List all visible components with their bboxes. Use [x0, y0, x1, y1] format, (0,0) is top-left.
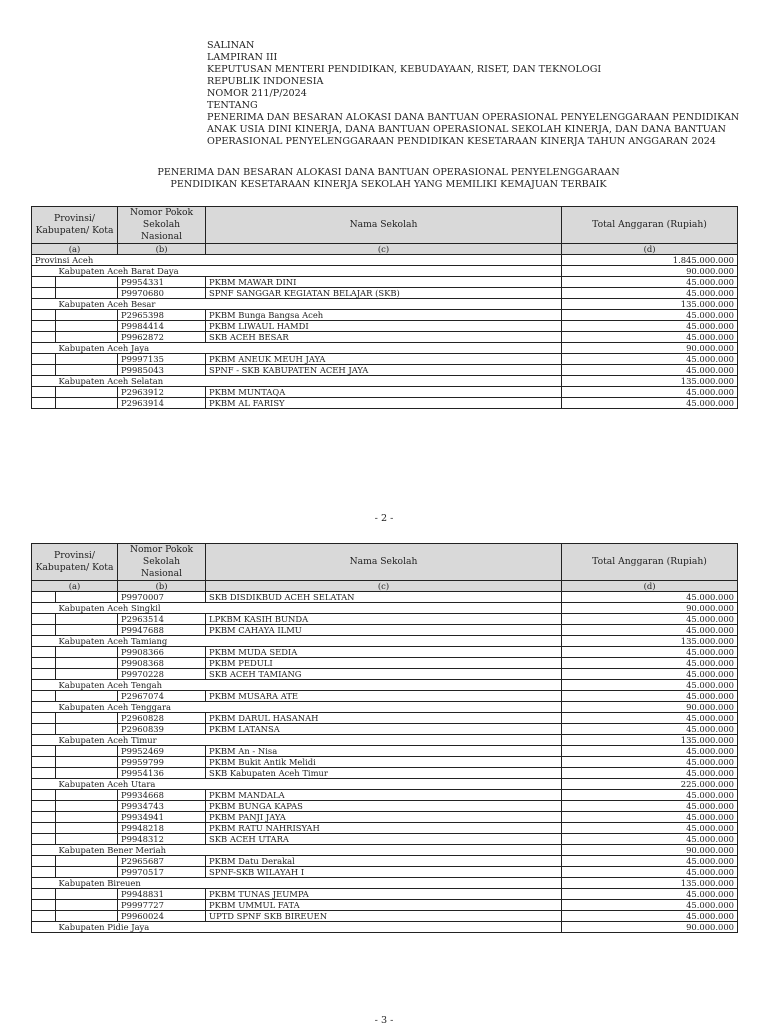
- allocation-table-page-3: [31, 543, 738, 933]
- school-amount: 45.000.000: [562, 365, 738, 376]
- school-row: [32, 746, 738, 757]
- indent-cell: [56, 911, 118, 922]
- school-npsn: P9948218: [118, 823, 206, 834]
- indent-cell: [56, 614, 118, 625]
- indent-cell: [32, 321, 56, 332]
- col-header-total: Total Anggaran (Rupiah): [562, 207, 738, 244]
- title-line-1: PENERIMA DAN BESARAN ALOKASI DANA BANTUAN OPERASIONAL PENYELENGGARAAN: [157, 167, 620, 178]
- school-name: PKBM LATANSA: [206, 724, 562, 735]
- school-amount: 45.000.000: [562, 856, 738, 867]
- school-row: [32, 691, 738, 702]
- school-amount: 45.000.000: [562, 658, 738, 669]
- indent-cell: [32, 691, 56, 702]
- indent-cell: [32, 746, 56, 757]
- indent-cell: [56, 691, 118, 702]
- indent-cell: [32, 299, 56, 310]
- school-row: [32, 277, 738, 288]
- school-npsn: P9970007: [118, 592, 206, 603]
- indent-cell: [56, 398, 118, 409]
- school-npsn: P9934743: [118, 801, 206, 812]
- indent-cell: [32, 266, 56, 277]
- regency-row: [32, 376, 738, 387]
- indent-cell: [32, 790, 56, 801]
- indent-cell: [56, 365, 118, 376]
- school-row: [32, 647, 738, 658]
- school-row: [32, 900, 738, 911]
- indent-cell: [32, 757, 56, 768]
- table-body: [32, 255, 738, 409]
- indent-cell: [56, 889, 118, 900]
- school-row: [32, 757, 738, 768]
- school-npsn: P9962872: [118, 332, 206, 343]
- indent-cell: [56, 856, 118, 867]
- school-amount: 45.000.000: [562, 669, 738, 680]
- school-name: PKBM Bunga Bangsa Aceh: [206, 310, 562, 321]
- school-amount: 45.000.000: [562, 614, 738, 625]
- indent-cell: [32, 365, 56, 376]
- school-name: UPTD SPNF SKB BIREUEN: [206, 911, 562, 922]
- col-header-nama: Nama Sekolah: [206, 544, 562, 581]
- school-name: PKBM MUNTAQA: [206, 387, 562, 398]
- province-row: [32, 255, 738, 266]
- school-name: PKBM MAWAR DINI: [206, 277, 562, 288]
- school-npsn: P2965687: [118, 856, 206, 867]
- document-title: [40, 167, 737, 191]
- col-label-a: (a): [32, 581, 118, 592]
- allocation-table-page-2: [31, 206, 738, 409]
- header-line: KEPUTUSAN MENTERI PENDIDIKAN, KEBUDAYAAN, RISET, DAN TEKNOLOGI: [207, 64, 602, 75]
- indent-cell: [56, 768, 118, 779]
- school-npsn: P9970228: [118, 669, 206, 680]
- school-npsn: P2963514: [118, 614, 206, 625]
- header-line: NOMOR 211/P/2024: [207, 88, 307, 99]
- col-header-npsn: Nomor Pokok Sekolah Nasional: [118, 207, 206, 244]
- school-name: PKBM CAHAYA ILMU: [206, 625, 562, 636]
- school-npsn: P9954331: [118, 277, 206, 288]
- school-name: SPNF-SKB WILAYAH I: [206, 867, 562, 878]
- col-header-total: Total Anggaran (Rupiah): [562, 544, 738, 581]
- regency-name: Kabupaten Aceh Singkil: [56, 603, 562, 614]
- indent-cell: [32, 387, 56, 398]
- indent-cell: [32, 288, 56, 299]
- indent-cell: [32, 812, 56, 823]
- regency-name: Kabupaten Aceh Tengah: [56, 680, 562, 691]
- indent-cell: [32, 735, 56, 746]
- indent-cell: [56, 277, 118, 288]
- indent-cell: [32, 801, 56, 812]
- header-line: PENERIMA DAN BESARAN ALOKASI DANA BANTUAN OPERASIONAL PENYELENGGARAAN PENDIDIKAN: [207, 112, 740, 123]
- school-npsn: P9948831: [118, 889, 206, 900]
- school-row: [32, 398, 738, 409]
- regency-total: 90.000.000: [562, 922, 738, 933]
- province-name: Provinsi Aceh: [32, 255, 562, 266]
- regency-total: 135.000.000: [562, 299, 738, 310]
- school-amount: 45.000.000: [562, 801, 738, 812]
- indent-cell: [32, 625, 56, 636]
- regency-total: 90.000.000: [562, 266, 738, 277]
- indent-cell: [56, 790, 118, 801]
- col-label-a: (a): [32, 244, 118, 255]
- school-row: [32, 823, 738, 834]
- school-row: [32, 867, 738, 878]
- school-amount: 45.000.000: [562, 889, 738, 900]
- indent-cell: [56, 310, 118, 321]
- indent-cell: [32, 669, 56, 680]
- school-amount: 45.000.000: [562, 768, 738, 779]
- page-number: - 3 -: [374, 1015, 394, 1026]
- school-npsn: P9954136: [118, 768, 206, 779]
- regency-name: Kabupaten Aceh Tamiang: [56, 636, 562, 647]
- school-amount: 45.000.000: [562, 911, 738, 922]
- school-amount: 45.000.000: [562, 310, 738, 321]
- school-row: [32, 790, 738, 801]
- school-amount: 45.000.000: [562, 691, 738, 702]
- indent-cell: [32, 779, 56, 790]
- indent-cell: [56, 387, 118, 398]
- indent-cell: [56, 354, 118, 365]
- indent-cell: [56, 746, 118, 757]
- school-amount: 45.000.000: [562, 713, 738, 724]
- school-row: [32, 354, 738, 365]
- col-label-c: (c): [206, 244, 562, 255]
- school-row: [32, 321, 738, 332]
- regency-row: [32, 343, 738, 354]
- indent-cell: [56, 647, 118, 658]
- indent-cell: [56, 801, 118, 812]
- header-line: LAMPIRAN III: [207, 52, 278, 63]
- school-name: PKBM ANEUK MEUH JAYA: [206, 354, 562, 365]
- regency-total: 135.000.000: [562, 735, 738, 746]
- indent-cell: [56, 669, 118, 680]
- indent-cell: [32, 277, 56, 288]
- school-name: PKBM Datu Derakal: [206, 856, 562, 867]
- regency-total: 45.000.000: [562, 680, 738, 691]
- indent-cell: [32, 658, 56, 669]
- school-npsn: P9997135: [118, 354, 206, 365]
- school-amount: 45.000.000: [562, 625, 738, 636]
- school-name: SKB ACEH TAMIANG: [206, 669, 562, 680]
- header-line: OPERASIONAL PENYELENGGARAAN PENDIDIKAN KESETARAAN KINERJA TAHUN ANGGARAN 2024: [207, 136, 716, 147]
- school-npsn: P9959799: [118, 757, 206, 768]
- indent-cell: [56, 321, 118, 332]
- indent-cell: [32, 636, 56, 647]
- school-row: [32, 889, 738, 900]
- table-body: [32, 592, 738, 933]
- school-row: [32, 592, 738, 603]
- school-name: PKBM Bukit Antik Melidi: [206, 757, 562, 768]
- school-name: LPKBM KASIH BUNDA: [206, 614, 562, 625]
- indent-cell: [32, 343, 56, 354]
- col-label-d: (d): [562, 581, 738, 592]
- school-name: PKBM UMMUL FATA: [206, 900, 562, 911]
- indent-cell: [32, 856, 56, 867]
- col-header-provinsi: Provinsi/ Kabupaten/ Kota: [32, 544, 118, 581]
- school-npsn: P9997727: [118, 900, 206, 911]
- regency-row: [32, 922, 738, 933]
- regency-row: [32, 636, 738, 647]
- school-amount: 45.000.000: [562, 288, 738, 299]
- indent-cell: [56, 713, 118, 724]
- school-name: PKBM PANJI JAYA: [206, 812, 562, 823]
- school-npsn: P2960828: [118, 713, 206, 724]
- school-row: [32, 669, 738, 680]
- school-name: PKBM TUNAS JEUMPA: [206, 889, 562, 900]
- school-npsn: P9985043: [118, 365, 206, 376]
- school-name: PKBM MANDALA: [206, 790, 562, 801]
- indent-cell: [32, 332, 56, 343]
- col-header-provinsi: Provinsi/ Kabupaten/ Kota: [32, 207, 118, 244]
- school-name: PKBM BUNGA KAPAS: [206, 801, 562, 812]
- regency-name: Kabupaten Pidie Jaya: [56, 922, 562, 933]
- school-amount: 45.000.000: [562, 647, 738, 658]
- regency-total: 90.000.000: [562, 343, 738, 354]
- indent-cell: [32, 614, 56, 625]
- regency-name: Kabupaten Bireuen: [56, 878, 562, 889]
- indent-cell: [32, 911, 56, 922]
- indent-cell: [56, 332, 118, 343]
- header-line: TENTANG: [207, 100, 258, 111]
- school-name: PKBM RATU NAHRISYAH: [206, 823, 562, 834]
- header-line: SALINAN: [207, 40, 255, 51]
- school-amount: 45.000.000: [562, 321, 738, 332]
- school-amount: 45.000.000: [562, 724, 738, 735]
- regency-name: Kabupaten Aceh Barat Daya: [56, 266, 562, 277]
- school-amount: 45.000.000: [562, 812, 738, 823]
- school-row: [32, 801, 738, 812]
- regency-row: [32, 878, 738, 889]
- indent-cell: [56, 592, 118, 603]
- school-name: PKBM MUSARA ATE: [206, 691, 562, 702]
- school-npsn: P9952469: [118, 746, 206, 757]
- school-row: [32, 365, 738, 376]
- regency-total: 90.000.000: [562, 603, 738, 614]
- school-npsn: P9948312: [118, 834, 206, 845]
- col-header-nama: Nama Sekolah: [206, 207, 562, 244]
- header-line: ANAK USIA DINI KINERJA, DANA BANTUAN OPERASIONAL SEKOLAH KINERJA, DAN DANA BANTUAN: [207, 124, 726, 135]
- col-label-b: (b): [118, 244, 206, 255]
- indent-cell: [56, 658, 118, 669]
- regency-total: 90.000.000: [562, 702, 738, 713]
- school-name: PKBM An - Nisa: [206, 746, 562, 757]
- school-npsn: P2963912: [118, 387, 206, 398]
- regency-row: [32, 702, 738, 713]
- indent-cell: [32, 713, 56, 724]
- school-amount: 45.000.000: [562, 790, 738, 801]
- school-row: [32, 724, 738, 735]
- school-name: SKB ACEH UTARA: [206, 834, 562, 845]
- indent-cell: [32, 845, 56, 856]
- school-name: SPNF SANGGAR KEGIATAN BELAJAR (SKB): [206, 288, 562, 299]
- indent-cell: [32, 878, 56, 889]
- regency-row: [32, 845, 738, 856]
- indent-cell: [32, 867, 56, 878]
- school-row: [32, 658, 738, 669]
- school-npsn: P9908366: [118, 647, 206, 658]
- school-row: [32, 625, 738, 636]
- regency-row: [32, 680, 738, 691]
- school-amount: 45.000.000: [562, 746, 738, 757]
- school-amount: 45.000.000: [562, 834, 738, 845]
- school-name: SKB Kabupaten Aceh Timur: [206, 768, 562, 779]
- header-line: REPUBLIK INDONESIA: [207, 76, 324, 87]
- school-row: [32, 332, 738, 343]
- indent-cell: [32, 922, 56, 933]
- school-amount: 45.000.000: [562, 354, 738, 365]
- school-amount: 45.000.000: [562, 332, 738, 343]
- indent-cell: [32, 376, 56, 387]
- document-header: [207, 40, 747, 148]
- regency-total: 135.000.000: [562, 636, 738, 647]
- indent-cell: [32, 702, 56, 713]
- school-npsn: P9947688: [118, 625, 206, 636]
- indent-cell: [56, 625, 118, 636]
- school-row: [32, 768, 738, 779]
- regency-name: Kabupaten Aceh Selatan: [56, 376, 562, 387]
- school-name: PKBM PEDULI: [206, 658, 562, 669]
- title-line-2: PENDIDIKAN KESETARAAN KINERJA SEKOLAH YANG MEMILIKI KEMAJUAN TERBAIK: [170, 179, 607, 190]
- indent-cell: [32, 354, 56, 365]
- school-amount: 45.000.000: [562, 900, 738, 911]
- school-amount: 45.000.000: [562, 387, 738, 398]
- school-npsn: P2965398: [118, 310, 206, 321]
- school-npsn: P9934941: [118, 812, 206, 823]
- regency-name: Kabupaten Bener Meriah: [56, 845, 562, 856]
- regency-name: Kabupaten Aceh Jaya: [56, 343, 562, 354]
- indent-cell: [32, 834, 56, 845]
- school-amount: 45.000.000: [562, 398, 738, 409]
- indent-cell: [32, 592, 56, 603]
- school-row: [32, 911, 738, 922]
- school-row: [32, 812, 738, 823]
- col-header-npsn: Nomor Pokok Sekolah Nasional: [118, 544, 206, 581]
- regency-row: [32, 779, 738, 790]
- indent-cell: [32, 900, 56, 911]
- school-amount: 45.000.000: [562, 757, 738, 768]
- indent-cell: [32, 724, 56, 735]
- school-amount: 45.000.000: [562, 823, 738, 834]
- school-row: [32, 310, 738, 321]
- indent-cell: [32, 823, 56, 834]
- indent-cell: [56, 724, 118, 735]
- school-row: [32, 387, 738, 398]
- indent-cell: [56, 757, 118, 768]
- page-number: - 2 -: [374, 513, 394, 524]
- school-npsn: P2960839: [118, 724, 206, 735]
- school-npsn: P9960024: [118, 911, 206, 922]
- regency-name: Kabupaten Aceh Timur: [56, 735, 562, 746]
- regency-total: 135.000.000: [562, 376, 738, 387]
- regency-name: Kabupaten Aceh Besar: [56, 299, 562, 310]
- indent-cell: [32, 647, 56, 658]
- indent-cell: [32, 603, 56, 614]
- school-name: PKBM LIWAUL HAMDI: [206, 321, 562, 332]
- province-total: 1.845.000.000: [562, 255, 738, 266]
- regency-name: Kabupaten Aceh Tenggara: [56, 702, 562, 713]
- school-name: SKB ACEH BESAR: [206, 332, 562, 343]
- school-npsn: P2963914: [118, 398, 206, 409]
- regency-total: 225.000.000: [562, 779, 738, 790]
- regency-row: [32, 735, 738, 746]
- school-name: PKBM MUDA SEDIA: [206, 647, 562, 658]
- indent-cell: [32, 768, 56, 779]
- indent-cell: [32, 310, 56, 321]
- school-amount: 45.000.000: [562, 277, 738, 288]
- regency-total: 135.000.000: [562, 878, 738, 889]
- regency-total: 90.000.000: [562, 845, 738, 856]
- indent-cell: [56, 867, 118, 878]
- school-npsn: P9908368: [118, 658, 206, 669]
- school-row: [32, 288, 738, 299]
- regency-row: [32, 603, 738, 614]
- indent-cell: [56, 812, 118, 823]
- col-label-c: (c): [206, 581, 562, 592]
- school-row: [32, 834, 738, 845]
- school-npsn: P2967074: [118, 691, 206, 702]
- school-npsn: P9970517: [118, 867, 206, 878]
- regency-name: Kabupaten Aceh Utara: [56, 779, 562, 790]
- indent-cell: [56, 834, 118, 845]
- indent-cell: [56, 288, 118, 299]
- school-npsn: P9984414: [118, 321, 206, 332]
- school-npsn: P9970680: [118, 288, 206, 299]
- school-row: [32, 713, 738, 724]
- regency-row: [32, 299, 738, 310]
- indent-cell: [32, 889, 56, 900]
- school-npsn: P9934668: [118, 790, 206, 801]
- col-label-d: (d): [562, 244, 738, 255]
- school-name: SPNF - SKB KABUPATEN ACEH JAYA: [206, 365, 562, 376]
- school-name: PKBM DARUL HASANAH: [206, 713, 562, 724]
- regency-row: [32, 266, 738, 277]
- indent-cell: [32, 398, 56, 409]
- col-label-b: (b): [118, 581, 206, 592]
- school-amount: 45.000.000: [562, 592, 738, 603]
- school-name: PKBM AL FARISY: [206, 398, 562, 409]
- indent-cell: [32, 680, 56, 691]
- school-amount: 45.000.000: [562, 867, 738, 878]
- school-name: SKB DISDIKBUD ACEH SELATAN: [206, 592, 562, 603]
- indent-cell: [56, 823, 118, 834]
- indent-cell: [56, 900, 118, 911]
- school-row: [32, 614, 738, 625]
- school-row: [32, 856, 738, 867]
